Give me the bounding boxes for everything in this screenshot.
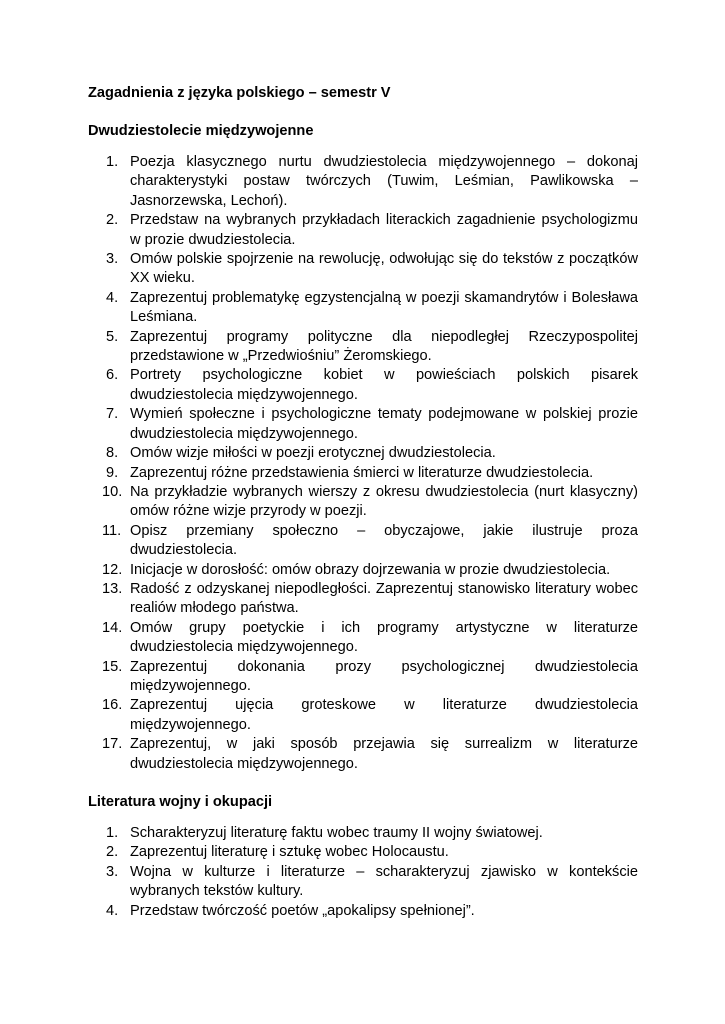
item-number: 8. bbox=[106, 445, 119, 462]
section-heading: Dwudziestolecie międzywojenne bbox=[88, 123, 314, 139]
list-item bbox=[88, 863, 638, 902]
list-item bbox=[88, 483, 638, 522]
item-number: 2. bbox=[106, 844, 119, 861]
item-number: 13. bbox=[102, 580, 123, 597]
section-war-occupation bbox=[88, 793, 638, 921]
item-text: Zaprezentuj literaturę i sztukę wobec Holocaustu. bbox=[130, 844, 449, 861]
section-interwar bbox=[88, 122, 638, 774]
list-item bbox=[88, 444, 638, 463]
list-item bbox=[88, 580, 638, 619]
item-text: Zaprezentuj programy polityczne dla niepodległej Rzeczypospolitej przedstawione w „Przedwiośniu” Żeromskiego. bbox=[130, 328, 638, 365]
item-text: Omów grupy poetyckie i ich programy artystyczne w literaturze dwudziestolecia międzywojennego. bbox=[130, 619, 638, 656]
list-item bbox=[88, 328, 638, 367]
list-item bbox=[88, 619, 638, 658]
item-text: Zaprezentuj ujęcia groteskowe w literaturze dwudziestolecia międzywojennego. bbox=[130, 697, 638, 733]
list-item bbox=[88, 902, 638, 921]
item-text: Zaprezentuj problematykę egzystencjalną w poezji skamandrytów i Bolesława Leśmiana. bbox=[130, 289, 638, 326]
document-title: Zagadnienia z języka polskiego – semestr V bbox=[88, 85, 391, 101]
list-item bbox=[88, 843, 638, 862]
item-text: Przedstaw twórczość poetów „apokalipsy spełnionej”. bbox=[130, 902, 475, 919]
item-number: 1. bbox=[106, 154, 119, 170]
item-number: 7. bbox=[106, 406, 119, 423]
item-number: 2. bbox=[106, 212, 119, 229]
item-text: Wymień społeczne i psychologiczne tematy podejmowane w polskiej prozie dwudziestolecia międzywojennego. bbox=[130, 406, 638, 442]
item-text: Portrety psychologiczne kobiet w powieściach polskich pisarek dwudziestolecia międzywojennego. bbox=[130, 367, 638, 403]
list-item bbox=[88, 824, 638, 843]
list-item bbox=[88, 289, 638, 328]
item-number: 9. bbox=[106, 464, 119, 481]
item-number: 6. bbox=[106, 367, 119, 384]
item-number: 3. bbox=[106, 251, 119, 268]
list-item bbox=[88, 250, 638, 289]
item-number: 3. bbox=[106, 863, 119, 880]
item-text: Przedstaw na wybranych przykładach literackich zagadnienie psychologizmu w prozie dwudziestolecia. bbox=[130, 212, 638, 248]
item-number: 5. bbox=[106, 328, 119, 345]
item-text: Omów polskie spojrzenie na rewolucję, odwołując się do tekstów z początków XX wieku. bbox=[130, 251, 638, 287]
list-item bbox=[88, 561, 638, 580]
topic-list bbox=[88, 153, 638, 774]
item-text: Na przykładzie wybranych wierszy z okresu dwudziestolecia (nurt klasyczny) omów różne wizje przyrody w poezji. bbox=[130, 483, 638, 520]
item-number: 4. bbox=[106, 902, 119, 919]
item-number: 12. bbox=[102, 561, 123, 578]
item-number: 4. bbox=[106, 289, 119, 306]
list-item bbox=[88, 464, 638, 483]
item-number: 1. bbox=[106, 825, 119, 841]
document-page bbox=[88, 84, 638, 940]
list-item bbox=[88, 696, 638, 735]
item-text: Inicjacje w dorosłość: omów obrazy dojrzewania w prozie dwudziestolecia. bbox=[130, 561, 611, 578]
item-text: Zaprezentuj różne przedstawienia śmierci w literaturze dwudziestolecia. bbox=[130, 464, 594, 481]
item-text: Omów wizje miłości w poezji erotycznej dwudziestolecia. bbox=[130, 445, 496, 462]
item-text: Opisz przemiany społeczno – obyczajowe, jakie ilustruje proza dwudziestolecia. bbox=[130, 522, 638, 559]
topic-list bbox=[88, 824, 638, 921]
list-item bbox=[88, 405, 638, 444]
item-number: 15. bbox=[102, 658, 123, 675]
item-number: 16. bbox=[102, 697, 123, 714]
item-text: Zaprezentuj dokonania prozy psychologicznej dwudziestolecia międzywojennego. bbox=[130, 658, 638, 694]
item-text: Scharakteryzuj literaturę faktu wobec traumy II wojny światowej. bbox=[130, 825, 543, 841]
item-text: Poezja klasycznego nurtu dwudziestolecia międzywojennego – dokonaj charakterystyki postaw twórczych (Tuwim, Leśmian, Pawlikowska – Jasnorzewska, Lechoń). bbox=[130, 154, 638, 209]
item-text: Radość z odzyskanej niepodległości. Zaprezentuj stanowisko literatury wobec realiów młodego państwa. bbox=[130, 580, 638, 617]
list-item bbox=[88, 735, 638, 774]
item-number: 14. bbox=[102, 619, 123, 636]
item-number: 17. bbox=[102, 736, 123, 753]
list-item bbox=[88, 366, 638, 405]
list-item bbox=[88, 153, 638, 211]
item-number: 11. bbox=[102, 522, 122, 539]
list-item bbox=[88, 211, 638, 250]
item-number: 10. bbox=[102, 483, 123, 500]
section-heading: Literatura wojny i okupacji bbox=[88, 794, 273, 810]
list-item bbox=[88, 658, 638, 697]
list-item bbox=[88, 522, 638, 561]
item-text: Wojna w kulturze i literaturze – scharakteryzuj zjawisko w kontekście wybranych tekstów kultury. bbox=[130, 863, 638, 900]
item-text: Zaprezentuj, w jaki sposób przejawia się surrealizm w literaturze dwudziestolecia międzywojennego. bbox=[130, 736, 638, 772]
